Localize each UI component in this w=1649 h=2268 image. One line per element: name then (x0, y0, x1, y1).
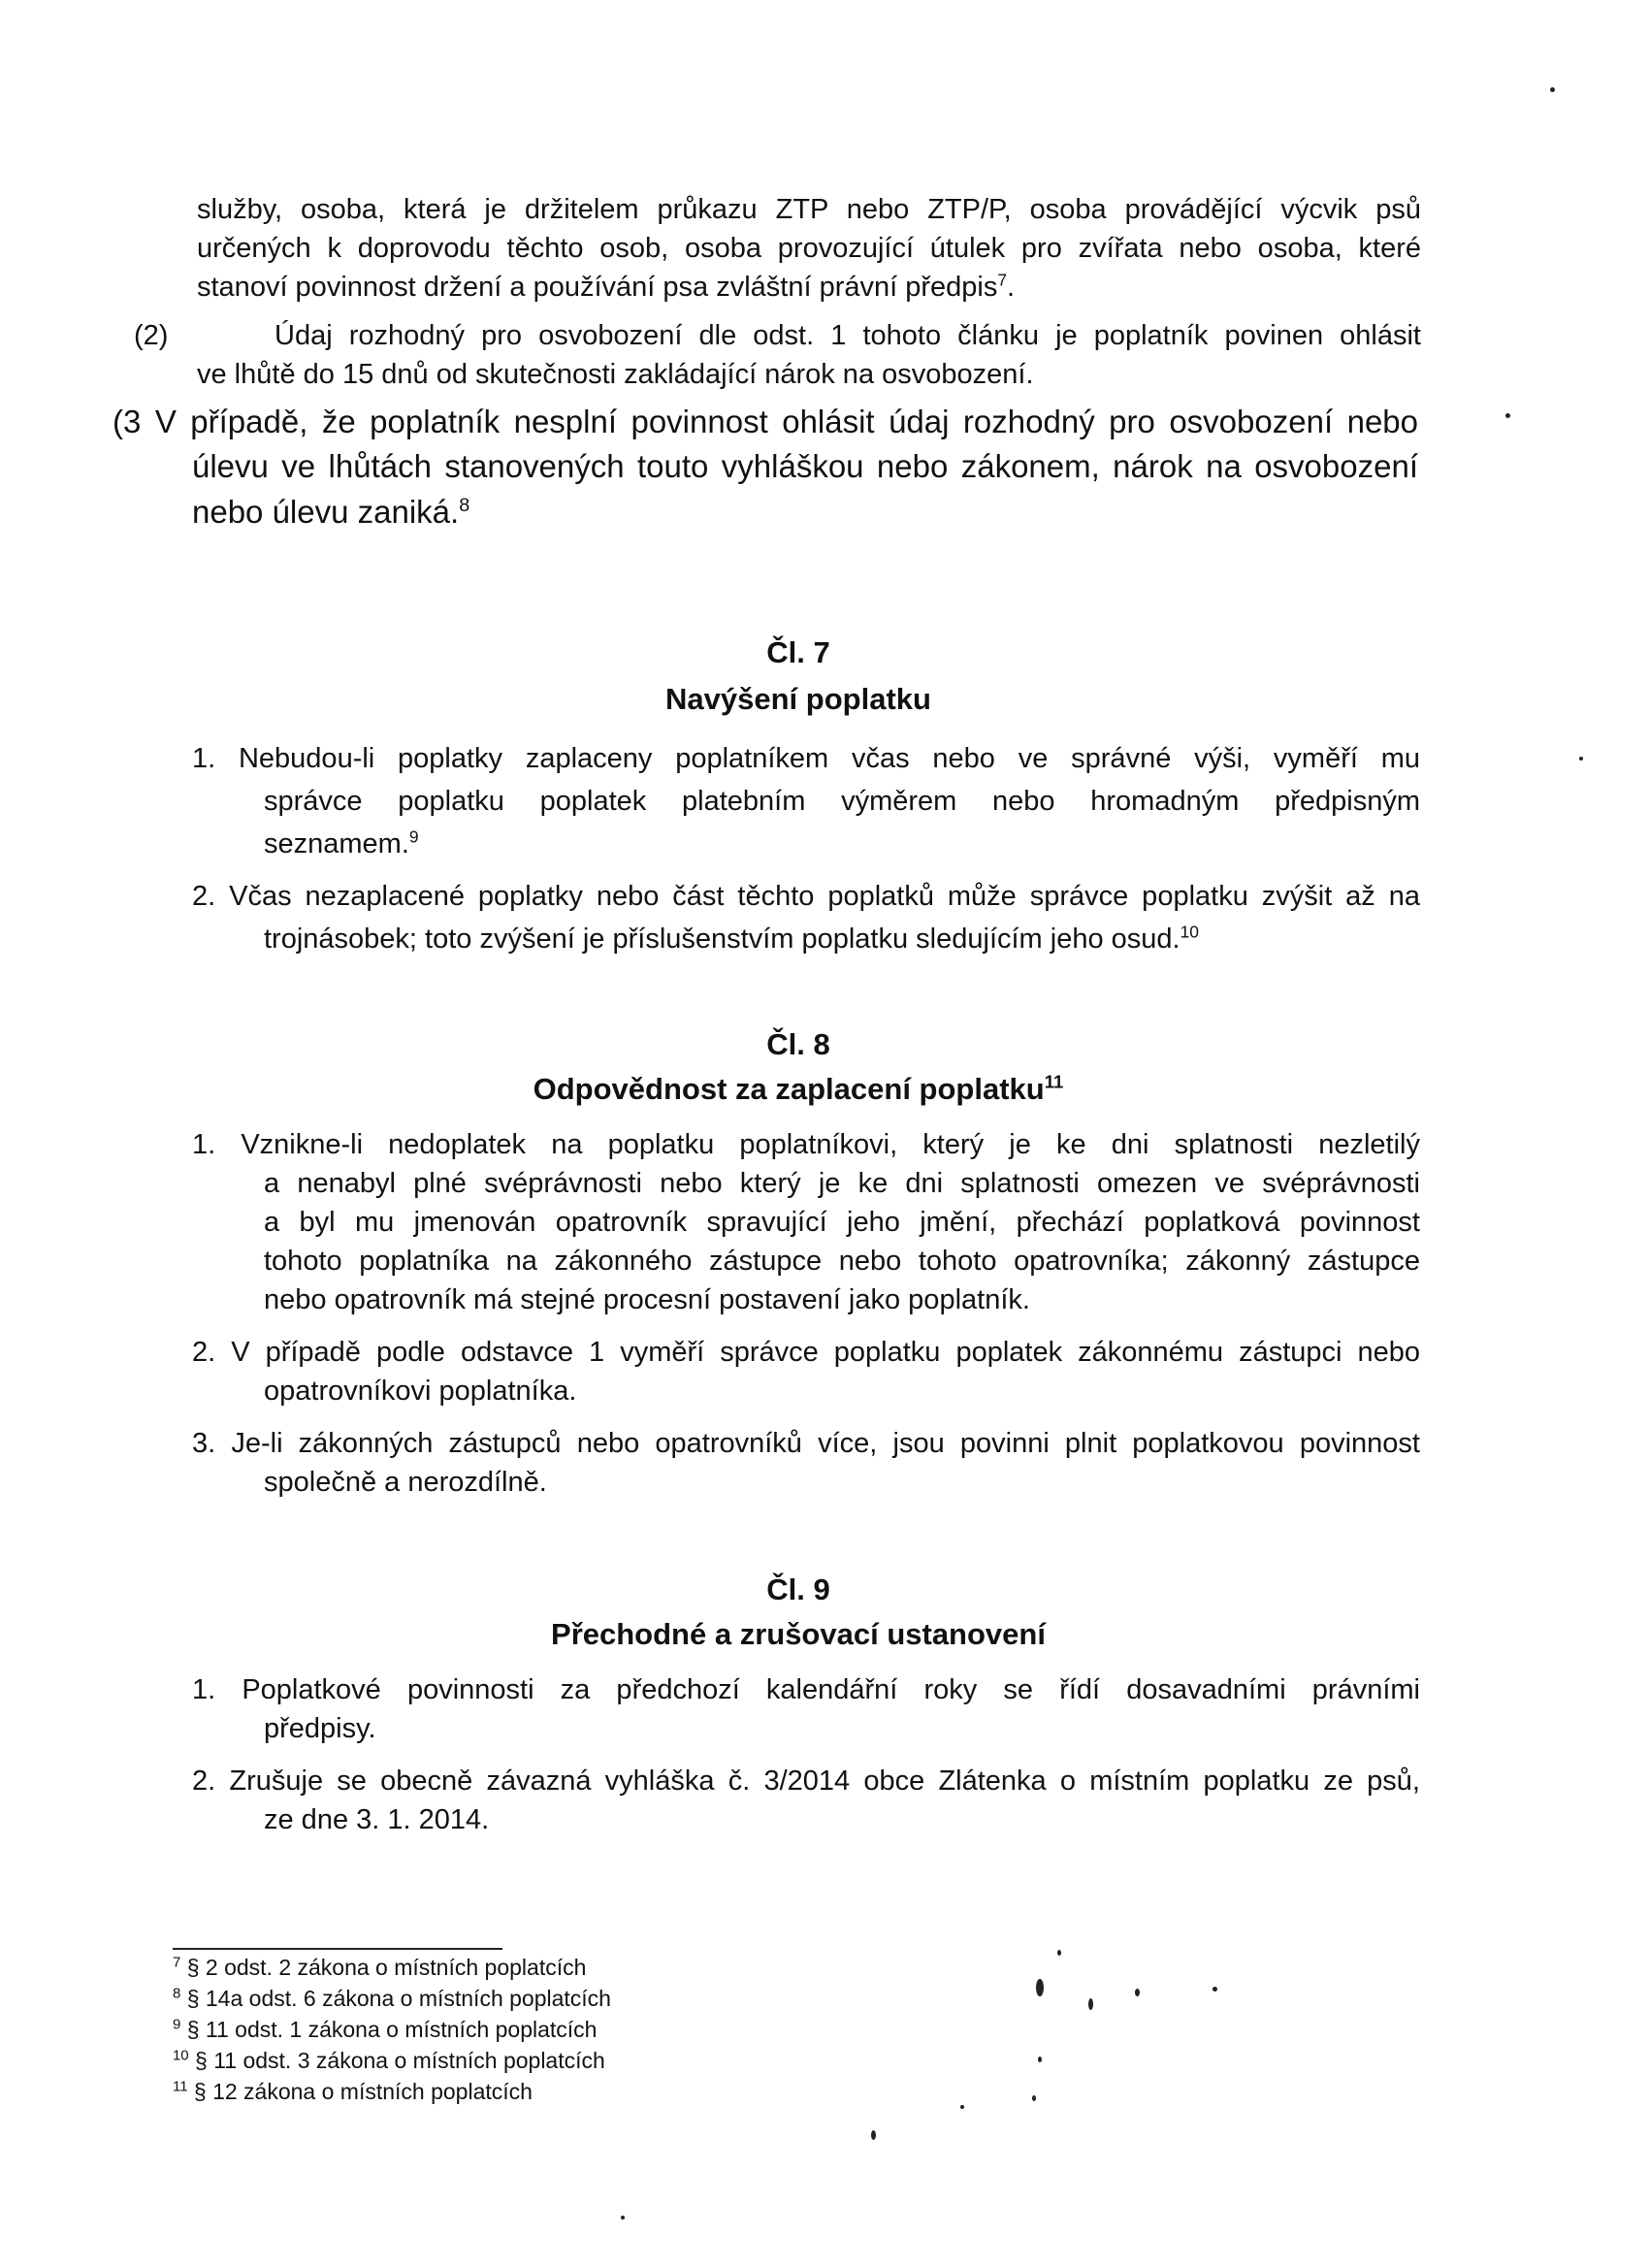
scan-speck (1036, 1979, 1044, 1996)
para3-line-1: (3 V případě, že poplatník nesplní povinnost ohlásit údaj rozhodný pro osvobození nebo (113, 404, 1418, 439)
cl8-p2-line-1: 2. V případě podle odstavce 1 vyměří správce poplatku poplatek zákonnému zástupci nebo (192, 1337, 1420, 1368)
intro-line-1: služby, osoba, která je držitelem průkazu ZTP nebo ZTP/P, osoba provádějící výcvik psů (197, 194, 1421, 225)
intro-line-2: určených k doprovodu těchto osob, osoba provozující útulek pro zvířata nebo osoba, které (197, 233, 1421, 264)
footnote-ref: 7 (997, 270, 1008, 290)
cl8-p1-line-1: 1. Vznikne-li nedoplatek na poplatku poplatníkovi, který je ke dni splatnosti nezletilý (192, 1129, 1420, 1160)
article-7-number: Čl. 7 (766, 635, 830, 669)
scan-speck (1212, 1987, 1217, 1992)
scan-speck (960, 2105, 964, 2109)
cl8-p1-line-4: tohoto poplatníka na zákonného zástupce nebo tohoto opatrovníka; zákonný zástupce (264, 1246, 1420, 1277)
scan-speck (1135, 1989, 1140, 1996)
cl8-p2-line-2: opatrovníkovi poplatníka. (264, 1376, 577, 1407)
footnote-ref: 10 (1180, 922, 1199, 942)
cl8-p1-line-5: nebo opatrovník má stejné procesní postavení jako poplatník. (264, 1284, 1030, 1315)
scan-speck (1057, 1950, 1061, 1956)
article-7-title: Navýšení poplatku (665, 682, 931, 716)
para2-line-1: Údaj rozhodný pro osvobození dle odst. 1 tohoto článku je poplatník povinen ohlásit (275, 320, 1421, 351)
footnote-separator (173, 1948, 502, 1950)
para3-line-3: nebo úlevu zaniká.$^8$ (192, 494, 470, 530)
footnote: $^7$ § 2 odst. 2 zákona o místních poplatcích (173, 1954, 587, 1980)
intro-line-3: stanoví povinnost držení a používání psa zvláštní právní předpis$^7$. (197, 270, 1016, 303)
cl9-p2-line-2: ze dne 3. 1. 2014. (264, 1804, 490, 1835)
cl9-p1-line-2: předpisy. (264, 1713, 376, 1744)
scan-speck (1032, 2095, 1036, 2101)
footnote: $^{10}$ § 11 odst. 3 zákona o místních poplatcích (173, 2047, 605, 2073)
cl7-p1-line-1: 1. Nebudou-li poplatky zaplaceny poplatníkem včas nebo ve správné výši, vyměří mu (192, 743, 1420, 774)
article-9-number: Čl. 9 (766, 1572, 830, 1606)
article-9-title: Přechodné a zrušovací ustanovení (551, 1617, 1046, 1651)
scan-speck (621, 2216, 625, 2219)
footnote: $^9$ § 11 odst. 1 zákona o místních poplatcích (173, 2016, 598, 2042)
para3-line-2: úlevu ve lhůtách stanovených touto vyhláškou nebo zákonem, nárok na osvobození (192, 448, 1418, 484)
scan-speck (1088, 1998, 1093, 2010)
footnote-ref: 8 (459, 495, 470, 516)
cl7-p1-line-3: seznamem.$^9$ (264, 826, 419, 859)
cl8-p1-line-2: a nenabyl plné svéprávnosti nebo který je ke dni splatnosti omezen ve svéprávnosti (264, 1168, 1420, 1199)
cl8-p3-line-1: 3. Je-li zákonných zástupců nebo opatrovníků více, jsou povinni plnit poplatkovou povinnost (192, 1428, 1420, 1459)
cl8-p3-line-2: společně a nerozdílně. (264, 1467, 547, 1498)
footnote-ref: 11 (1044, 1071, 1064, 1092)
article-8-number: Čl. 8 (766, 1027, 830, 1061)
scan-speck (1550, 87, 1555, 92)
cl7-p2-line-1: 2. Včas nezaplacené poplatky nebo část těchto poplatků může správce poplatku zvýšit až na (192, 881, 1420, 912)
footnote: $^{11}$ § 12 zákona o místních poplatcích (173, 2078, 533, 2104)
cl7-p2-line-2: trojnásobek; toto zvýšení je příslušenstvím poplatku sledujícím jeho osud.$^{10}$ (264, 922, 1199, 955)
scan-speck (871, 2130, 876, 2140)
cl8-p1-line-3: a byl mu jmenován opatrovník spravující jeho jmění, přechází poplatková povinnost (264, 1207, 1420, 1238)
paragraph-number: (2) (134, 320, 169, 351)
scan-speck (1579, 757, 1583, 761)
cl9-p1-line-1: 1. Poplatkové povinnosti za předchozí kalendářní roky se řídí dosavadními právními (192, 1674, 1420, 1705)
scan-speck (1505, 413, 1510, 418)
para2-line-2: ve lhůtě do 15 dnů od skutečnosti zakládající nárok na osvobození. (197, 359, 1034, 390)
footnote-ref: 9 (408, 826, 419, 847)
article-8-title: Odpovědnost za zaplacení poplatku$^{11}$ (533, 1071, 1064, 1106)
cl9-p2-line-1: 2. Zrušuje se obecně závazná vyhláška č. 3/2014 obce Zlátenka o místním poplatku ze psů, (192, 1766, 1420, 1797)
cl7-p1-line-2: správce poplatku poplatek platebním výměrem nebo hromadným předpisným (264, 786, 1420, 817)
footnote: $^8$ § 14a odst. 6 zákona o místních poplatcích (173, 1985, 611, 2011)
scan-speck (1038, 2057, 1042, 2062)
